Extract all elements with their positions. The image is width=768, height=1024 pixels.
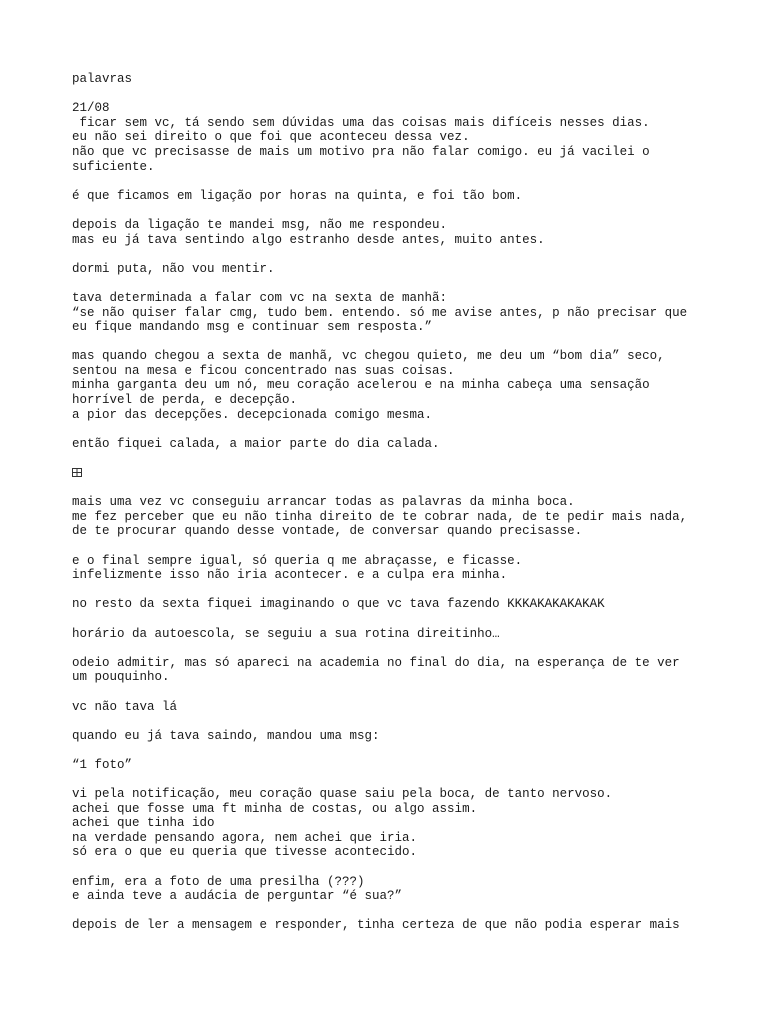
paragraph <box>72 349 712 422</box>
paragraph <box>72 291 712 335</box>
text-line: e ainda teve a audácia de perguntar “é sua?” <box>72 889 403 904</box>
text-line: no resto da sexta fiquei imaginando o que vc tava fazendo KKKAKAKAKAKAK <box>72 597 605 612</box>
missing-glyph-icon <box>72 468 82 477</box>
text-line: vc não tava lá <box>72 699 178 714</box>
paragraph <box>72 262 712 277</box>
text-line: vi pela notificação, meu coração quase saiu pela boca, de tanto nervoso. <box>72 787 613 802</box>
text-line: e o final sempre igual, só queria q me abraçasse, e ficasse. <box>72 553 523 568</box>
paragraph <box>72 101 712 174</box>
text-line: tava determinada a falar com vc na sexta de manhã: <box>72 290 448 305</box>
paragraph <box>72 700 712 715</box>
paragraph <box>72 554 712 583</box>
text-line: um pouquinho. <box>72 670 170 685</box>
paragraph <box>72 495 712 539</box>
text-line: eu fique mandando msg e continuar sem resposta.” <box>72 320 433 335</box>
text-line: me fez perceber que eu não tinha direito de te cobrar nada, de te pedir mais nada, <box>72 509 688 524</box>
document-page <box>72 72 712 948</box>
paragraph <box>72 437 712 452</box>
text-line: 21/08 <box>72 101 110 116</box>
paragraph <box>72 597 712 612</box>
text-line: “1 foto” <box>72 757 133 772</box>
paragraph <box>72 656 712 685</box>
paragraph <box>72 466 712 481</box>
text-line: ficar sem vc, tá sendo sem dúvidas uma das coisas mais difíceis nesses dias. <box>72 115 650 130</box>
text-line: então fiquei calada, a maior parte do dia calada. <box>72 436 440 451</box>
text-line: suficiente. <box>72 159 155 174</box>
text-line: não que vc precisasse de mais um motivo pra não falar comigo. eu já vacilei o <box>72 144 650 159</box>
paragraph <box>72 218 712 247</box>
text-line: infelizmente isso não iria acontecer. e a culpa era minha. <box>72 568 508 583</box>
text-line: quando eu já tava saindo, mandou uma msg: <box>72 728 380 743</box>
text-line: “se não quiser falar cmg, tudo bem. entendo. só me avise antes, p não precisar que <box>72 305 688 320</box>
paragraph <box>72 787 712 860</box>
text-line: dormi puta, não vou mentir. <box>72 261 275 276</box>
paragraph <box>72 758 712 773</box>
paragraph <box>72 189 712 204</box>
text-line: palavras <box>72 72 133 86</box>
text-line: horário da autoescola, se seguiu a sua rotina direitinho… <box>72 626 500 641</box>
text-line: enfim, era a foto de uma presilha (???) <box>72 874 365 889</box>
text-line: de te procurar quando desse vontade, de conversar quando precisasse. <box>72 524 583 539</box>
text-line: odeio admitir, mas só apareci na academia no final do dia, na esperança de te ver <box>72 655 680 670</box>
text-line: sentou na mesa e ficou concentrado nas suas coisas. <box>72 363 455 378</box>
text-line: mas eu já tava sentindo algo estranho desde antes, muito antes. <box>72 232 545 247</box>
paragraph <box>72 627 712 642</box>
text-line: achei que tinha ido <box>72 816 215 831</box>
paragraph <box>72 72 712 87</box>
text-line: depois de ler a mensagem e responder, tinha certeza de que não podia esperar mais <box>72 918 680 933</box>
text-line: mais uma vez vc conseguiu arrancar todas as palavras da minha boca. <box>72 495 575 510</box>
paragraph <box>72 729 712 744</box>
text-line: mas quando chegou a sexta de manhã, vc chegou quieto, me deu um “bom dia” seco, <box>72 349 665 364</box>
text-line: eu não sei direito o que foi que aconteceu dessa vez. <box>72 130 470 145</box>
text-line: a pior das decepções. decepcionada comigo mesma. <box>72 407 433 422</box>
text-line: minha garganta deu um nó, meu coração acelerou e na minha cabeça uma sensação <box>72 378 650 393</box>
text-line: é que ficamos em ligação por horas na quinta, e foi tão bom. <box>72 188 523 203</box>
text-line: achei que fosse uma ft minha de costas, ou algo assim. <box>72 801 478 816</box>
text-line: depois da ligação te mandei msg, não me respondeu. <box>72 217 448 232</box>
paragraph <box>72 875 712 904</box>
text-line: horrível de perda, e decepção. <box>72 393 298 408</box>
text-line: só era o que eu queria que tivesse acontecido. <box>72 845 418 860</box>
text-line: na verdade pensando agora, nem achei que iria. <box>72 830 418 845</box>
paragraph <box>72 918 712 933</box>
